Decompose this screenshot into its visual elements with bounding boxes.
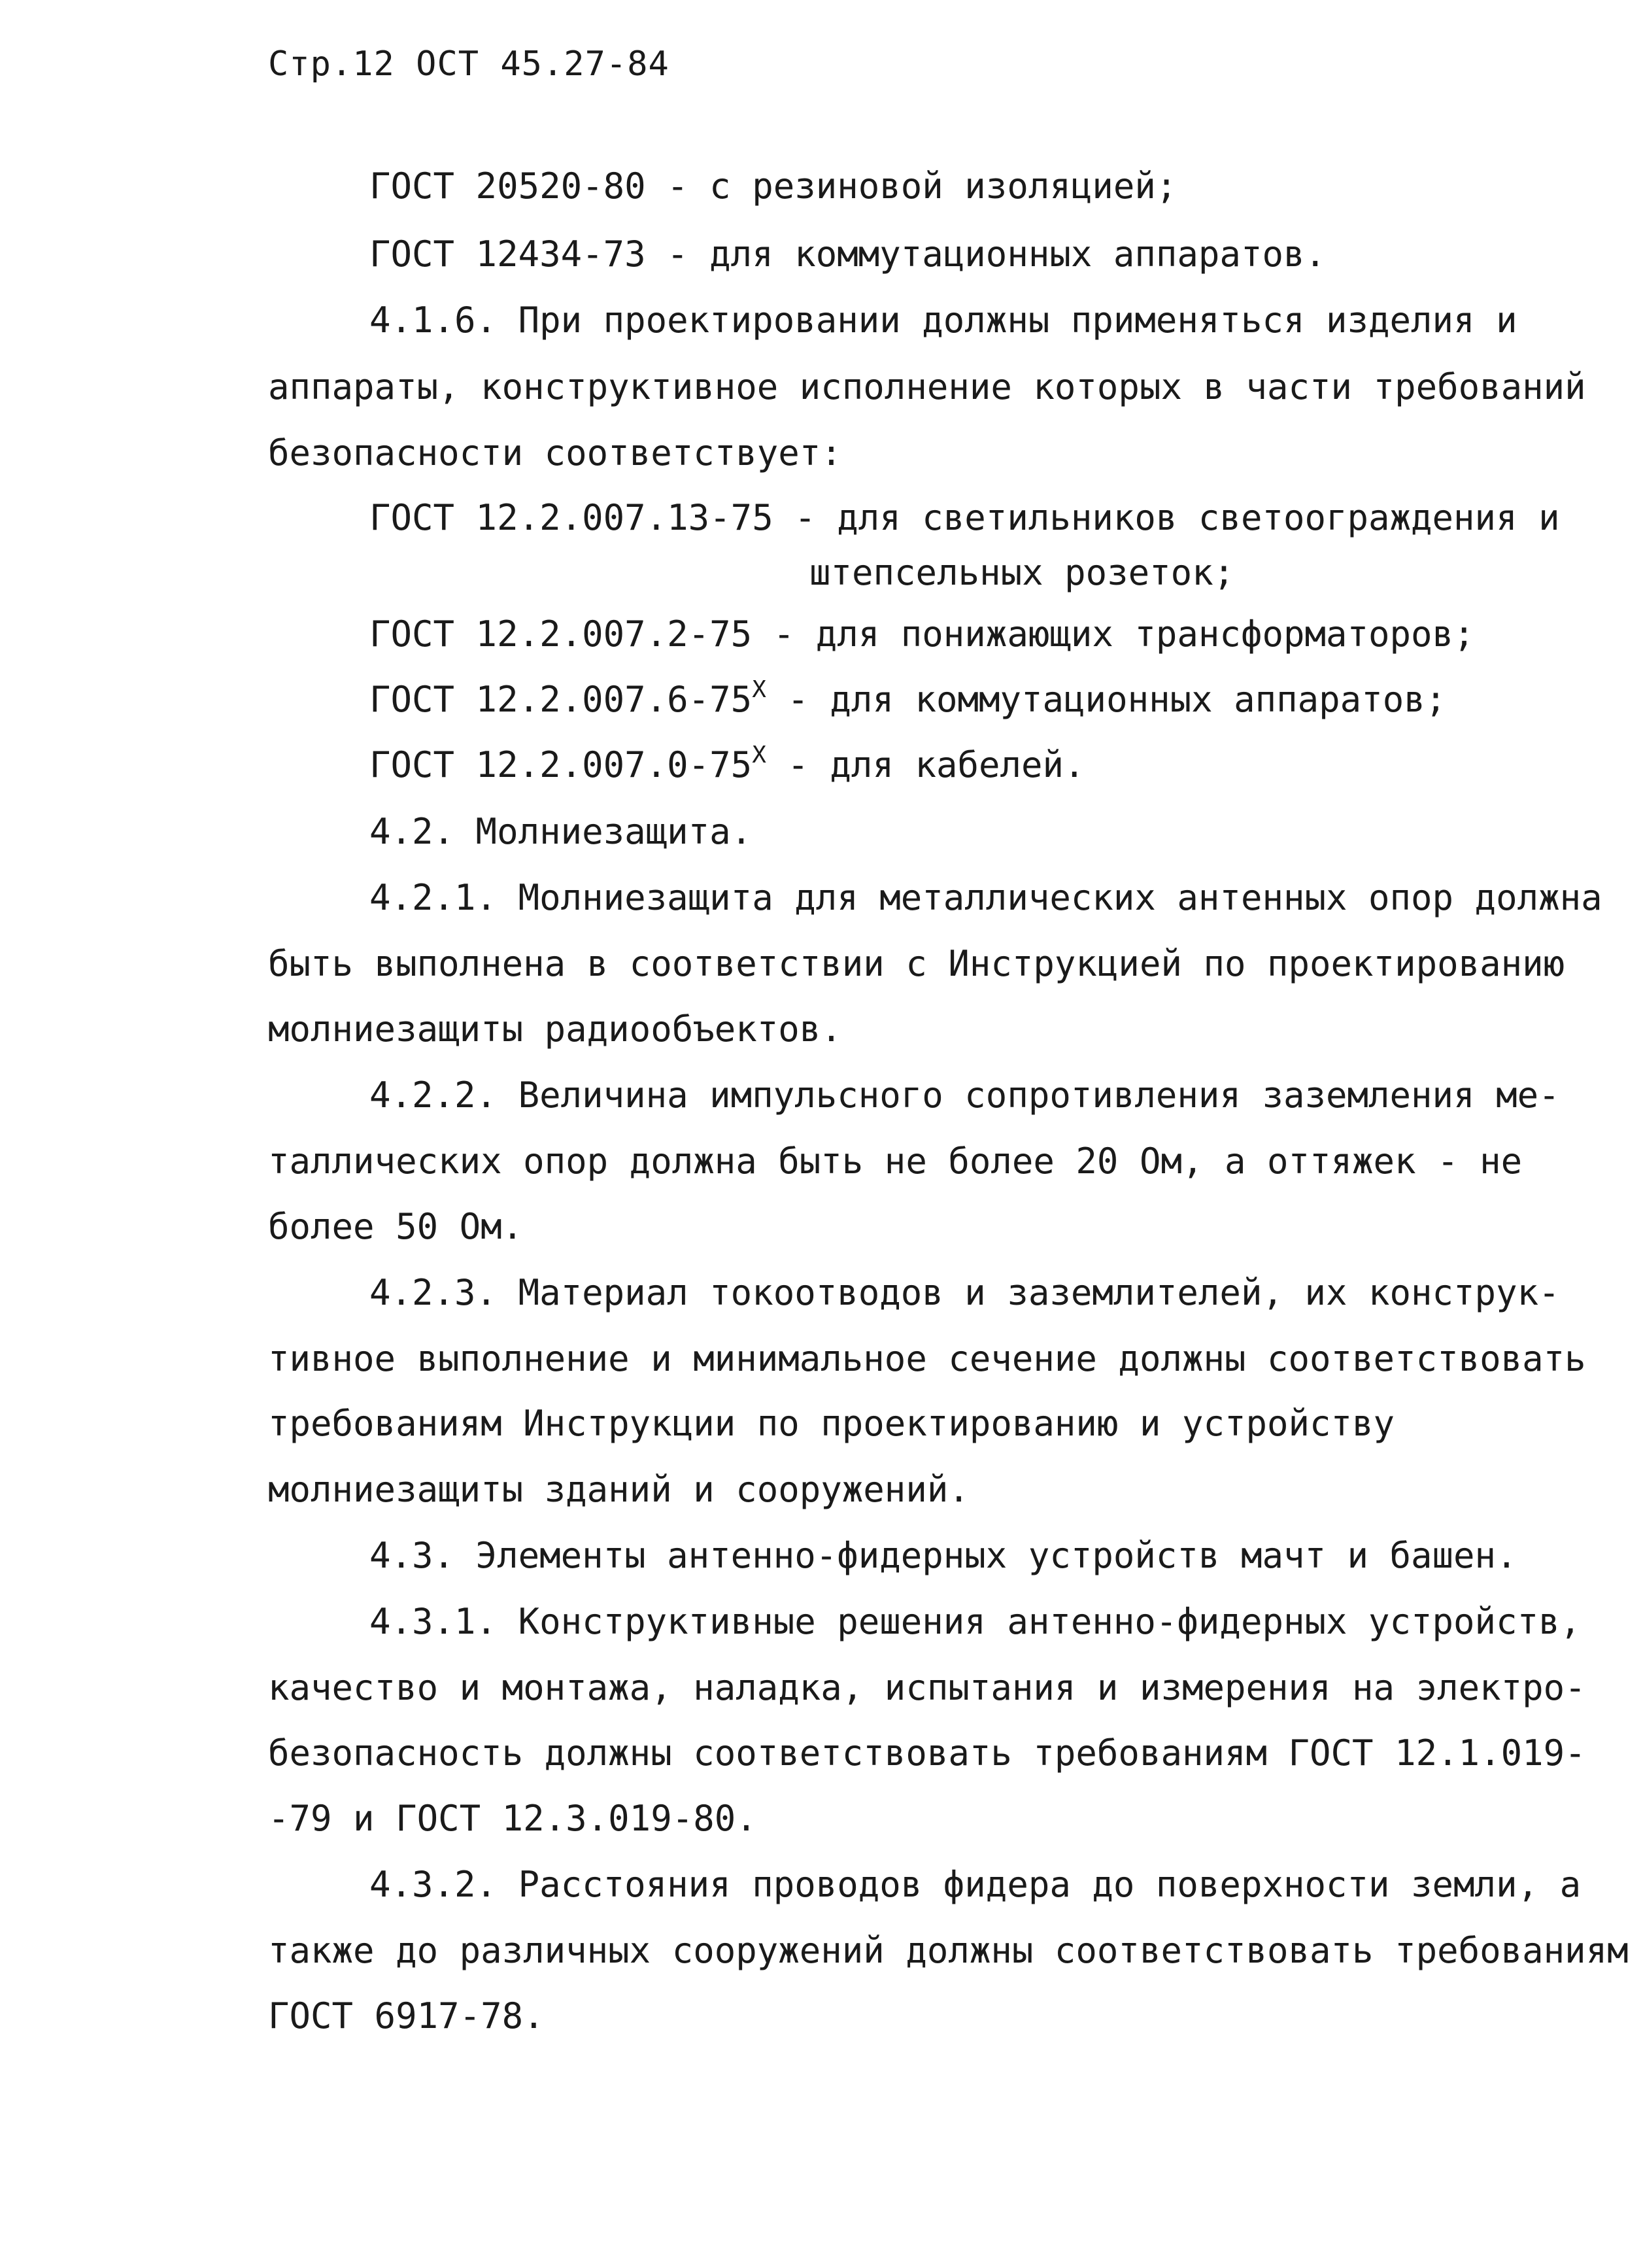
paragraph-line: молниезащиты радиообъектов. [268,1008,842,1050]
paragraph-line: более 50 Ом. [268,1206,524,1247]
page-header: Стр.12 ОСТ 45.27-84 [268,44,669,84]
paragraph-line: безопасности соответствует: [268,432,842,473]
paragraph-line: молниезащиты зданий и сооружений. [268,1469,970,1510]
section-heading: 4.3. Элементы антенно-фидерных устройств мачт и башен. [369,1535,1517,1576]
superscript-mark: Х [752,676,766,703]
paragraph-line: аппараты, конструктивное исполнение которых в части требований [268,366,1586,407]
standard-line: ГОСТ 12.2.007.2-75 - для понижающих трансформаторов; [369,613,1475,655]
paragraph-line: 4.3.2. Расстояния проводов фидера до поверхности земли, а [369,1864,1582,1905]
paragraph-line: тивное выполнение и минимальное сечение должны соответствовать [268,1338,1586,1379]
standard-code: ГОСТ 12.2.007.0-75 [369,744,753,785]
paragraph-line: быть выполнена в соответствии с Инструкцией по проектированию [268,943,1565,984]
paragraph-line: требованиям Инструкции по проектированию и устройству [268,1403,1395,1444]
standard-code: ГОСТ 12.2.007.6-75 [369,679,753,720]
standard-description: - для кабелей. [766,744,1085,785]
standard-description: - для коммутационных аппаратов; [766,679,1447,720]
paragraph-line: таллических опор должна быть не более 20 Ом, а оттяжек - не [268,1141,1523,1182]
standard-line-continuation: штепсельных розеток; [809,552,1235,593]
paragraph-line: -79 и ГОСТ 12.3.019-80. [268,1798,757,1839]
paragraph-line: ГОСТ 6917-78. [268,1995,545,2036]
text-line: ГОСТ 20520-80 - с резиновой изоляцией; [369,165,1177,207]
text-line: ГОСТ 12434-73 - для коммутационных аппаратов. [369,233,1326,275]
paragraph-line: безопасность должны соответствовать требованиям ГОСТ 12.1.019- [268,1732,1586,1774]
paragraph-line: 4.2.2. Величина импульсного сопротивления заземления ме- [369,1074,1560,1116]
paragraph-line: 4.2.3. Материал токоотводов и заземлителей, их конструк- [369,1272,1560,1313]
paragraph-line: 4.2.1. Молниезащита для металлических антенных опор должна [369,877,1602,918]
standard-line [369,676,1447,720]
paragraph-line: качество и монтажа, наладка, испытания и измерения на электро- [268,1667,1586,1708]
paragraph-line: 4.1.6. При проектировании должны применяться изделия и [369,300,1517,341]
standard-line: ГОСТ 12.2.007.13-75 - для светильников светоограждения и [369,497,1560,538]
superscript-mark: Х [752,742,766,768]
paragraph-line: 4.3.1. Конструктивные решения антенно-фидерных устройств, [369,1601,1582,1642]
paragraph-line: также до различных сооружений должны соответствовать требованиям [268,1930,1629,1971]
standard-line [369,742,1085,785]
section-heading: 4.2. Молниезащита. [369,811,753,852]
